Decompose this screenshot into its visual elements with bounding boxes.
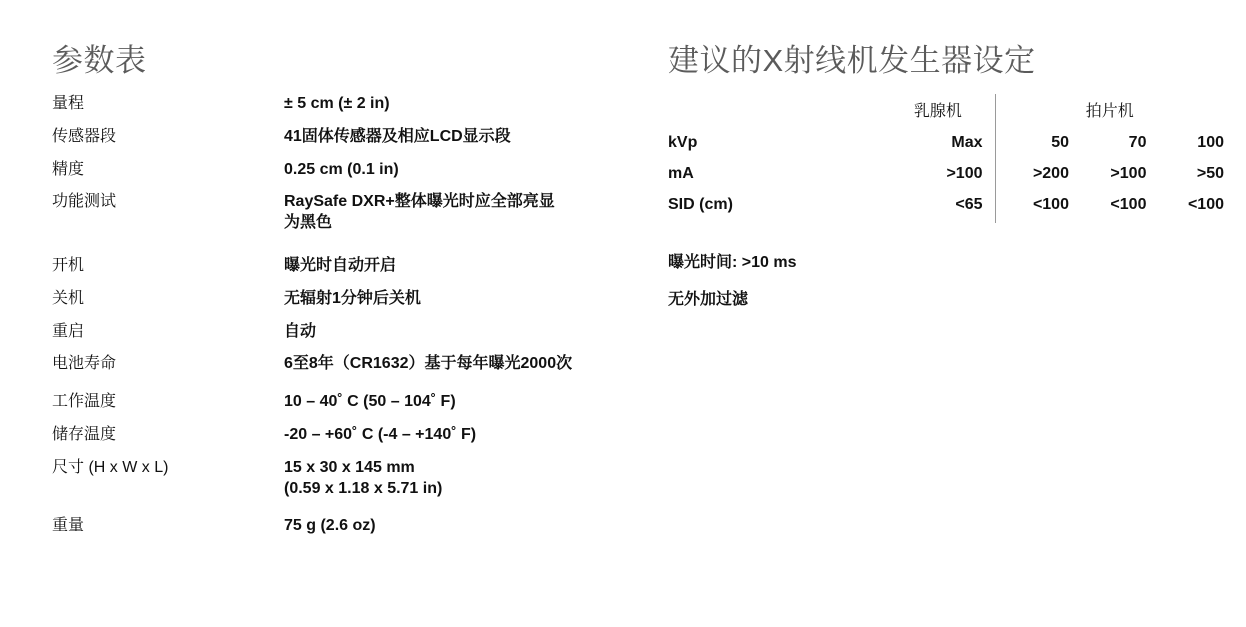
kvp-radio-value-3: 100	[1197, 134, 1224, 152]
spec-value: 自动	[284, 322, 317, 340]
spec-label: 工作温度	[52, 393, 117, 411]
spec-value: ± 5 cm (± 2 in)	[284, 95, 390, 113]
note-no-added-filtration: 无外加过滤	[668, 291, 749, 309]
spec-value-line2: 为黑色	[284, 214, 333, 232]
table-header-row	[668, 94, 1228, 130]
spec-value: 41固体传感器及相应LCD显示段	[284, 127, 511, 145]
spec-value: 0.25 cm (0.1 in)	[284, 160, 399, 178]
generator-notes	[668, 249, 1228, 309]
spec-label: 储存温度	[52, 426, 117, 444]
spec-label: 电池寿命	[52, 355, 117, 373]
spec-label: 重量	[52, 517, 85, 535]
sid-radio-value-1: <100	[1032, 196, 1069, 214]
sid-radio-value-2: <100	[1110, 196, 1147, 214]
spec-value-line1: RaySafe DXR+整体曝光时应全部亮显	[284, 193, 555, 211]
table-row	[668, 161, 1228, 192]
sid-mammo-value: <65	[893, 192, 995, 223]
kvp-mammo-value: Max	[893, 130, 995, 161]
generator-settings-table	[668, 94, 1228, 223]
empty-corner	[668, 94, 893, 130]
table-row	[668, 192, 1228, 223]
spec-value: -20 – +60˚ C (-4 – +140˚ F)	[284, 426, 477, 444]
note-exposure-time: 曝光时间: >10 ms	[668, 254, 797, 272]
page-title: 参数表	[52, 43, 147, 78]
table-row	[52, 392, 632, 425]
specifications-section	[52, 44, 632, 549]
ma-radio-value-1: >200	[1032, 165, 1069, 183]
specifications-table	[52, 94, 632, 549]
group-header-mammography: 乳腺机	[893, 94, 995, 130]
ma-radio-value-2: >100	[1110, 165, 1147, 183]
spec-label: 功能测试	[52, 193, 117, 211]
sid-radio-value-3: <100	[1187, 196, 1224, 214]
table-row	[52, 127, 632, 160]
table-row	[52, 289, 632, 322]
row-label-sid: SID (cm)	[668, 196, 733, 214]
spec-value-line1: 15 x 30 x 145 mm	[284, 458, 415, 476]
table-row	[52, 425, 632, 458]
row-label-kvp: kVp	[668, 134, 698, 152]
generator-settings-title: 建议的X射线机发生器设定	[668, 43, 1036, 78]
table-row	[668, 130, 1228, 161]
spec-value-line2: (0.59 x 1.18 x 5.71 in)	[284, 479, 443, 497]
kvp-radio-value-2: 70	[1128, 134, 1147, 152]
table-row	[52, 192, 632, 256]
table-row	[52, 458, 632, 517]
table-row	[52, 94, 632, 127]
group-header-radiography: 拍片机	[1085, 103, 1134, 121]
table-row	[52, 354, 632, 392]
spec-label: 开机	[52, 257, 85, 275]
ma-mammo-value: >100	[893, 161, 995, 192]
spec-value	[284, 192, 632, 256]
kvp-radio-value-1: 50	[1051, 134, 1069, 152]
row-label-ma: mA	[668, 165, 694, 183]
spec-value	[284, 458, 632, 517]
spec-value: 无辐射1分钟后关机	[284, 289, 421, 307]
table-row	[52, 322, 632, 355]
spec-value: 曝光时自动开启	[284, 257, 397, 275]
spec-label: 精度	[52, 160, 85, 178]
ma-radio-value-3: >50	[1196, 165, 1224, 183]
spec-value: 75 g (2.6 oz)	[284, 517, 376, 535]
spec-label: 关机	[52, 289, 85, 307]
spec-label: 重启	[52, 322, 85, 340]
spec-label: 传感器段	[52, 127, 117, 145]
table-row	[52, 256, 632, 289]
spec-value: 6至8年（CR1632）基于每年曝光2000次	[284, 355, 573, 373]
spec-label: 量程	[52, 95, 85, 113]
table-row	[52, 516, 632, 549]
spec-label: 尺寸 (H x W x L)	[52, 458, 169, 476]
table-row	[52, 160, 632, 193]
spec-value: 10 – 40˚ C (50 – 104˚ F)	[284, 393, 456, 411]
generator-settings-section	[668, 44, 1228, 323]
